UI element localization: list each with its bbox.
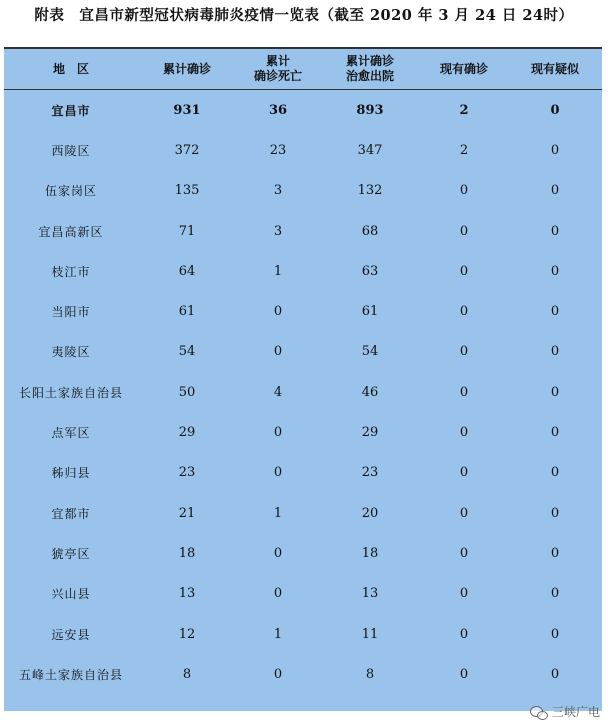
cell-current-confirmed: 0: [459, 586, 469, 602]
cell-region: 宜都市: [51, 506, 91, 521]
table-header-row: [4, 49, 602, 90]
table-row: [4, 614, 602, 654]
header-region: 地 区: [4, 49, 138, 90]
cell-current-confirmed: 0: [459, 425, 469, 441]
cell-deaths: 0: [273, 545, 283, 561]
watermark-text: 三峡广电: [551, 705, 600, 719]
cell-current-suspected: 0: [550, 545, 560, 561]
epidemic-table-container: [4, 47, 602, 711]
cell-region: 秭归县: [51, 466, 91, 481]
table-row: [4, 171, 602, 211]
cell-recovered: 8: [365, 666, 375, 682]
cell-confirmed: 71: [178, 223, 196, 239]
table-row: [4, 574, 602, 614]
cell-deaths: 3: [273, 183, 283, 199]
cell-confirmed: 12: [178, 626, 196, 642]
cell-deaths: 0: [273, 465, 283, 481]
cell-region: 远安县: [51, 627, 91, 642]
header-recovered: [320, 49, 420, 90]
cell-current-suspected: 0: [550, 626, 560, 642]
table-row: [4, 533, 602, 573]
cell-region: 当阳市: [51, 305, 91, 320]
cell-deaths: 36: [268, 102, 288, 118]
cell-recovered: 63: [361, 263, 379, 279]
cell-deaths: 0: [273, 425, 283, 441]
cell-current-suspected: 0: [550, 586, 560, 602]
cell-current-confirmed: 0: [459, 384, 469, 400]
cell-region: 西陵区: [51, 143, 91, 158]
table-row: [4, 493, 602, 533]
cell-recovered: 13: [361, 586, 379, 602]
table-row: [4, 130, 602, 170]
cell-current-confirmed: 0: [459, 666, 469, 682]
page-title: 附表 宜昌市新型冠状病毒肺炎疫情一览表（截至 2020 年 3 月 24 日 24时）: [34, 7, 574, 24]
cell-confirmed: 18: [178, 545, 196, 561]
cell-current-confirmed: 0: [459, 465, 469, 481]
cell-current-confirmed: 0: [459, 344, 469, 360]
header-deaths-line2: 确诊死亡: [253, 69, 302, 83]
cell-deaths: 0: [273, 344, 283, 360]
cell-confirmed: 54: [178, 344, 196, 360]
cell-region: 宜昌高新区: [38, 224, 104, 239]
cell-deaths: 1: [273, 263, 283, 279]
watermark: [530, 703, 600, 720]
cell-deaths: 0: [273, 586, 283, 602]
cell-deaths: 1: [273, 626, 283, 642]
cell-confirmed: 21: [178, 505, 196, 521]
cell-deaths: 23: [269, 142, 287, 158]
cell-current-suspected: 0: [550, 183, 560, 199]
cell-current-suspected: 0: [550, 505, 560, 521]
cell-current-confirmed: 0: [459, 545, 469, 561]
cell-confirmed: 13: [178, 586, 196, 602]
header-confirmed: 累计确诊: [138, 49, 236, 90]
cell-recovered: 61: [361, 304, 379, 320]
cell-current-suspected: 0: [550, 304, 560, 320]
cell-current-confirmed: 0: [459, 263, 469, 279]
table-row: [4, 453, 602, 493]
cell-confirmed: 931: [173, 102, 201, 118]
cell-current-suspected: 0: [550, 425, 560, 441]
header-recovered-line1: 累计确诊: [345, 54, 394, 68]
cell-current-suspected: 0: [550, 142, 560, 158]
cell-confirmed: 23: [178, 465, 196, 481]
cell-confirmed: 61: [178, 304, 196, 320]
cell-current-confirmed: 2: [459, 142, 469, 158]
cell-current-confirmed: 0: [459, 304, 469, 320]
cell-current-suspected: 0: [550, 384, 560, 400]
cell-current-suspected: 0: [550, 102, 560, 118]
cell-recovered: 54: [361, 344, 379, 360]
wechat-icon: [530, 705, 548, 719]
table-row: [4, 291, 602, 331]
header-recovered-line2: 治愈出院: [345, 69, 394, 83]
cell-current-suspected: 0: [550, 666, 560, 682]
cell-deaths: 3: [273, 223, 283, 239]
header-deaths: [236, 49, 320, 90]
cell-confirmed: 50: [178, 384, 196, 400]
cell-current-confirmed: 0: [459, 183, 469, 199]
cell-region: 枝江市: [51, 264, 91, 279]
cell-recovered: 132: [357, 183, 383, 199]
cell-current-confirmed: 0: [459, 626, 469, 642]
header-current-confirmed: 现有确诊: [420, 49, 508, 90]
table-row: [4, 251, 602, 291]
header-current-suspected: 现有疑似: [508, 49, 602, 90]
cell-current-suspected: 0: [550, 223, 560, 239]
cell-current-confirmed: 0: [459, 223, 469, 239]
cell-recovered: 18: [361, 545, 379, 561]
cell-confirmed: 8: [182, 666, 192, 682]
cell-current-confirmed: 2: [459, 102, 469, 118]
cell-deaths: 0: [273, 666, 283, 682]
table-row: [4, 654, 602, 694]
table-row: [4, 372, 602, 412]
table-row: [4, 332, 602, 372]
cell-recovered: 29: [361, 425, 379, 441]
cell-deaths: 0: [273, 304, 283, 320]
epidemic-table: [4, 49, 602, 694]
cell-current-suspected: 0: [550, 465, 560, 481]
cell-region: 长阳土家族自治县: [18, 385, 123, 400]
cell-confirmed: 135: [174, 183, 200, 199]
cell-deaths: 1: [273, 505, 283, 521]
cell-recovered: 20: [361, 505, 379, 521]
table-row-total: [4, 90, 602, 131]
cell-recovered: 347: [357, 142, 383, 158]
cell-region: 夷陵区: [51, 345, 91, 360]
cell-current-confirmed: 0: [459, 505, 469, 521]
cell-region: 宜昌市: [51, 103, 91, 118]
cell-recovered: 68: [361, 223, 379, 239]
cell-region: 伍家岗区: [44, 184, 97, 199]
cell-region: 点军区: [51, 426, 91, 441]
cell-confirmed: 64: [178, 263, 196, 279]
cell-region: 五峰土家族自治县: [18, 667, 123, 682]
header-deaths-line1: 累计: [265, 54, 290, 68]
cell-region: 猇亭区: [51, 546, 91, 561]
cell-recovered: 46: [361, 384, 379, 400]
cell-deaths: 4: [273, 384, 283, 400]
table-row: [4, 211, 602, 251]
cell-recovered: 893: [356, 102, 384, 118]
cell-confirmed: 372: [174, 142, 200, 158]
cell-recovered: 11: [361, 626, 379, 642]
cell-recovered: 23: [361, 465, 379, 481]
cell-region: 兴山县: [51, 587, 91, 602]
table-row: [4, 412, 602, 452]
cell-current-suspected: 0: [550, 344, 560, 360]
cell-current-suspected: 0: [550, 263, 560, 279]
cell-confirmed: 29: [178, 425, 196, 441]
